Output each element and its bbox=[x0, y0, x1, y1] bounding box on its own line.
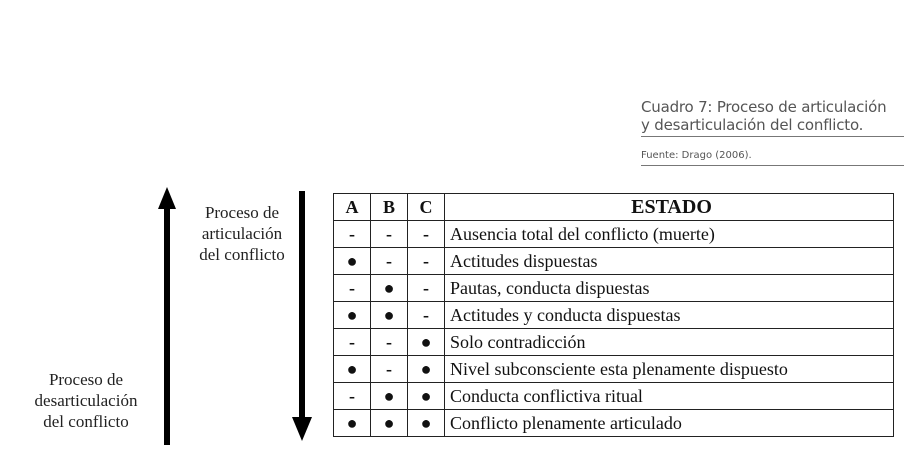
disarticulation-label-line-1: Proceso de bbox=[48, 370, 124, 389]
cell-c: ● bbox=[408, 383, 445, 410]
source-divider bbox=[641, 165, 904, 166]
cell-estado: Pautas, conducta dispuestas bbox=[445, 275, 894, 302]
articulation-label-line-1: Proceso de bbox=[204, 203, 280, 222]
table-row bbox=[334, 248, 894, 275]
cell-c: - bbox=[408, 302, 445, 329]
cell-b: - bbox=[371, 248, 408, 275]
cell-estado: Nivel subconsciente esta plenamente dispuesto bbox=[445, 356, 894, 383]
cell-a: - bbox=[334, 221, 371, 248]
cell-a: - bbox=[334, 383, 371, 410]
cell-a: ● bbox=[334, 410, 371, 437]
disarticulation-label-line-2: desarticulación bbox=[34, 391, 138, 410]
cell-b: ● bbox=[371, 275, 408, 302]
cell-a: - bbox=[334, 329, 371, 356]
column-header-estado: ESTADO bbox=[445, 194, 894, 221]
table-row bbox=[334, 410, 894, 437]
cell-estado: Conflicto plenamente articulado bbox=[445, 410, 894, 437]
caption-title-line-1: Cuadro 7: Proceso de articulación bbox=[641, 98, 887, 116]
caption-title-line-2: y desarticulación del conflicto. bbox=[641, 116, 864, 134]
table-row bbox=[334, 302, 894, 329]
cell-a: - bbox=[334, 275, 371, 302]
cell-c: - bbox=[408, 221, 445, 248]
articulation-process-label bbox=[186, 202, 298, 265]
table-row bbox=[334, 383, 894, 410]
cell-c: - bbox=[408, 248, 445, 275]
table-row bbox=[334, 221, 894, 248]
caption-source: Fuente: Drago (2006). bbox=[641, 150, 752, 161]
cell-c: - bbox=[408, 275, 445, 302]
arrow-up-icon bbox=[157, 187, 177, 445]
cell-estado: Solo contradicción bbox=[445, 329, 894, 356]
cell-c: ● bbox=[408, 329, 445, 356]
column-header-b: B bbox=[371, 194, 408, 221]
conflict-states-table bbox=[333, 193, 894, 437]
cell-b: - bbox=[371, 356, 408, 383]
column-header-a: A bbox=[334, 194, 371, 221]
articulation-label-line-2: articulación bbox=[201, 224, 283, 243]
cell-a: ● bbox=[334, 302, 371, 329]
cell-b: - bbox=[371, 329, 408, 356]
cell-b: - bbox=[371, 221, 408, 248]
cell-estado: Actitudes y conducta dispuestas bbox=[445, 302, 894, 329]
disarticulation-process-label bbox=[16, 369, 156, 432]
articulation-label-line-3: del conflicto bbox=[199, 245, 285, 264]
cell-b: ● bbox=[371, 383, 408, 410]
column-header-c: C bbox=[408, 194, 445, 221]
cell-b: ● bbox=[371, 302, 408, 329]
cell-a: ● bbox=[334, 248, 371, 275]
cell-estado: Ausencia total del conflicto (muerte) bbox=[445, 221, 894, 248]
cell-c: ● bbox=[408, 356, 445, 383]
cell-a: ● bbox=[334, 356, 371, 383]
table-row bbox=[334, 329, 894, 356]
table-row bbox=[334, 275, 894, 302]
cell-estado: Actitudes dispuestas bbox=[445, 248, 894, 275]
table-row bbox=[334, 356, 894, 383]
disarticulation-label-line-3: del conflicto bbox=[43, 412, 129, 431]
cell-estado: Conducta conflictiva ritual bbox=[445, 383, 894, 410]
table-header-row bbox=[334, 194, 894, 221]
cell-b: ● bbox=[371, 410, 408, 437]
cell-c: ● bbox=[408, 410, 445, 437]
caption-divider bbox=[641, 136, 904, 137]
figure-caption bbox=[641, 98, 904, 166]
